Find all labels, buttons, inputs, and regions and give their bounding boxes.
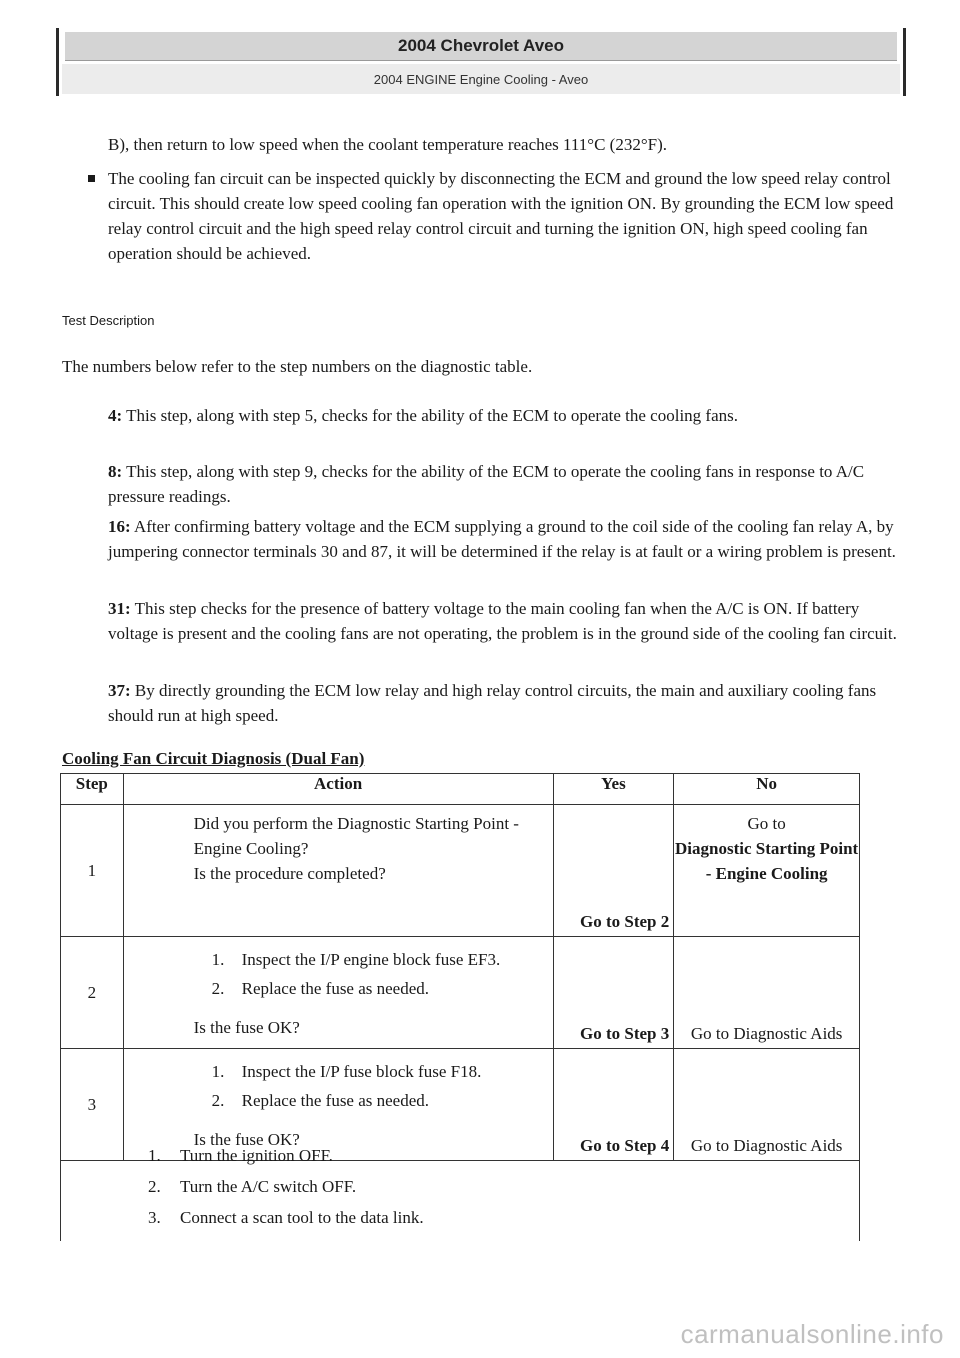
table-partial-left-border	[60, 1133, 61, 1241]
list-number: 1.	[211, 950, 225, 969]
step-note-text: This step, along with step 5, checks for the ability of the ECM to operate the cooling fans.	[126, 406, 738, 425]
step-note-number: 8:	[108, 462, 123, 481]
list-number: 3.	[148, 1208, 161, 1227]
header-subtitle: 2004 ENGINE Engine Cooling - Aveo	[62, 64, 900, 94]
test-description-heading: Test Description	[62, 313, 155, 328]
no-link[interactable]: Go to Diagnostic Aids	[690, 1024, 843, 1043]
list-text: Inspect the I/P engine block fuse EF3.	[241, 950, 501, 969]
step-cell: 1	[61, 805, 124, 937]
header-subtitle-bar	[56, 60, 906, 96]
list-text: Turn the ignition OFF.	[180, 1146, 333, 1165]
step-note-number: 4:	[108, 406, 123, 425]
continuation-text: B), then return to low speed when the coolant temperature reaches 111°C (232°F).	[108, 135, 667, 154]
step-note-text: After confirming battery voltage and the ECM supplying a ground to the coil side of the cooling fan relay A, by jumpering connector terminals 30 and 87, it will be determined if the relay is at fault or a wiring problem is present.	[108, 517, 896, 561]
list-number: 2.	[211, 1091, 225, 1110]
list-number: 2.	[148, 1177, 161, 1196]
column-header-action: Action	[123, 774, 553, 805]
no-cell	[674, 805, 860, 937]
diagnostic-table	[60, 773, 860, 1161]
no-text: Go to	[747, 814, 786, 833]
column-header-no: No	[674, 774, 860, 805]
yes-link[interactable]: Go to Step 4	[580, 1136, 670, 1155]
step-cell: 2	[61, 937, 124, 1049]
step-note-number: 16:	[108, 517, 131, 536]
step-note-text: By directly grounding the ECM low relay and high relay control circuits, the main and auxiliary cooling fans should run at high speed.	[108, 681, 877, 725]
column-header-yes: Yes	[553, 774, 674, 805]
table-header-row	[61, 774, 860, 805]
step-note	[108, 459, 900, 509]
list-number: 1.	[211, 1062, 225, 1081]
list-text: Replace the fuse as needed.	[241, 1091, 430, 1110]
list-item	[120, 1143, 820, 1168]
table-title: Cooling Fan Circuit Diagnosis (Dual Fan)	[62, 749, 365, 768]
list-text: Inspect the I/P fuse block fuse F18.	[241, 1062, 482, 1081]
step-note	[108, 596, 900, 646]
action-line: Is the procedure completed?	[193, 864, 386, 883]
column-header-step: Step	[61, 774, 124, 805]
partial-row-action-list	[120, 1143, 820, 1236]
no-link[interactable]: Go to Diagnostic Aids	[690, 1136, 843, 1155]
step-note-number: 31:	[108, 599, 131, 618]
watermark: carmanualsonline.info	[680, 1319, 944, 1349]
bullet-text: The cooling fan circuit can be inspected quickly by disconnecting the ECM and ground the low speed relay control circuit. This should create low speed cooling fan operation with the ignition ON. By grounding the ECM low speed relay control circuit and the high speed relay control circuit and turning the ignition ON, high speed cooling fan operation should be achieved.	[108, 169, 894, 263]
step-note-number: 37:	[108, 681, 131, 700]
list-item	[120, 1174, 820, 1199]
step-cell: 3	[61, 1049, 124, 1161]
header-title: 2004 Chevrolet Aveo	[65, 32, 897, 61]
list-text: Turn the A/C switch OFF.	[180, 1177, 357, 1196]
yes-cell	[553, 937, 674, 1049]
action-line: Did you perform the Diagnostic Starting Point - Engine Cooling?	[193, 814, 519, 858]
list-text: Connect a scan tool to the data link.	[180, 1208, 424, 1227]
action-question: Is the fuse OK?	[193, 1130, 300, 1149]
list-item	[194, 976, 553, 1001]
table-row	[61, 805, 860, 937]
yes-cell	[553, 805, 674, 937]
intro-text: The numbers below refer to the step numbers on the diagnostic table.	[62, 357, 533, 376]
list-item	[120, 1205, 820, 1230]
no-cell	[674, 937, 860, 1049]
list-item	[194, 1059, 553, 1084]
list-number: 1.	[148, 1146, 161, 1165]
step-note	[108, 403, 900, 428]
action-question: Is the fuse OK?	[193, 1018, 300, 1037]
step-note-text: This step checks for the presence of battery voltage to the main cooling fan when the A/C is ON. If battery voltage is present and the cooling fans are not operating, the problem is in the ground side of the cooling fan circuit.	[108, 599, 897, 643]
list-number: 2.	[211, 979, 225, 998]
list-text: Replace the fuse as needed.	[241, 979, 430, 998]
step-note-text: This step, along with step 9, checks for the ability of the ECM to operate the cooling fans in response to A/C pressure readings.	[108, 462, 865, 506]
yes-link[interactable]: Go to Step 3	[580, 1024, 670, 1043]
step-note	[108, 514, 900, 564]
no-link[interactable]: Diagnostic Starting Point - Engine Cooling	[675, 839, 859, 883]
table-partial-right-border	[859, 1133, 860, 1241]
list-item	[194, 947, 553, 972]
table-row	[61, 937, 860, 1049]
action-cell	[123, 937, 553, 1049]
bullet-icon	[88, 175, 95, 182]
action-cell	[123, 805, 553, 937]
list-item	[194, 1088, 553, 1113]
yes-link[interactable]: Go to Step 2	[580, 912, 670, 931]
step-note	[108, 678, 900, 728]
